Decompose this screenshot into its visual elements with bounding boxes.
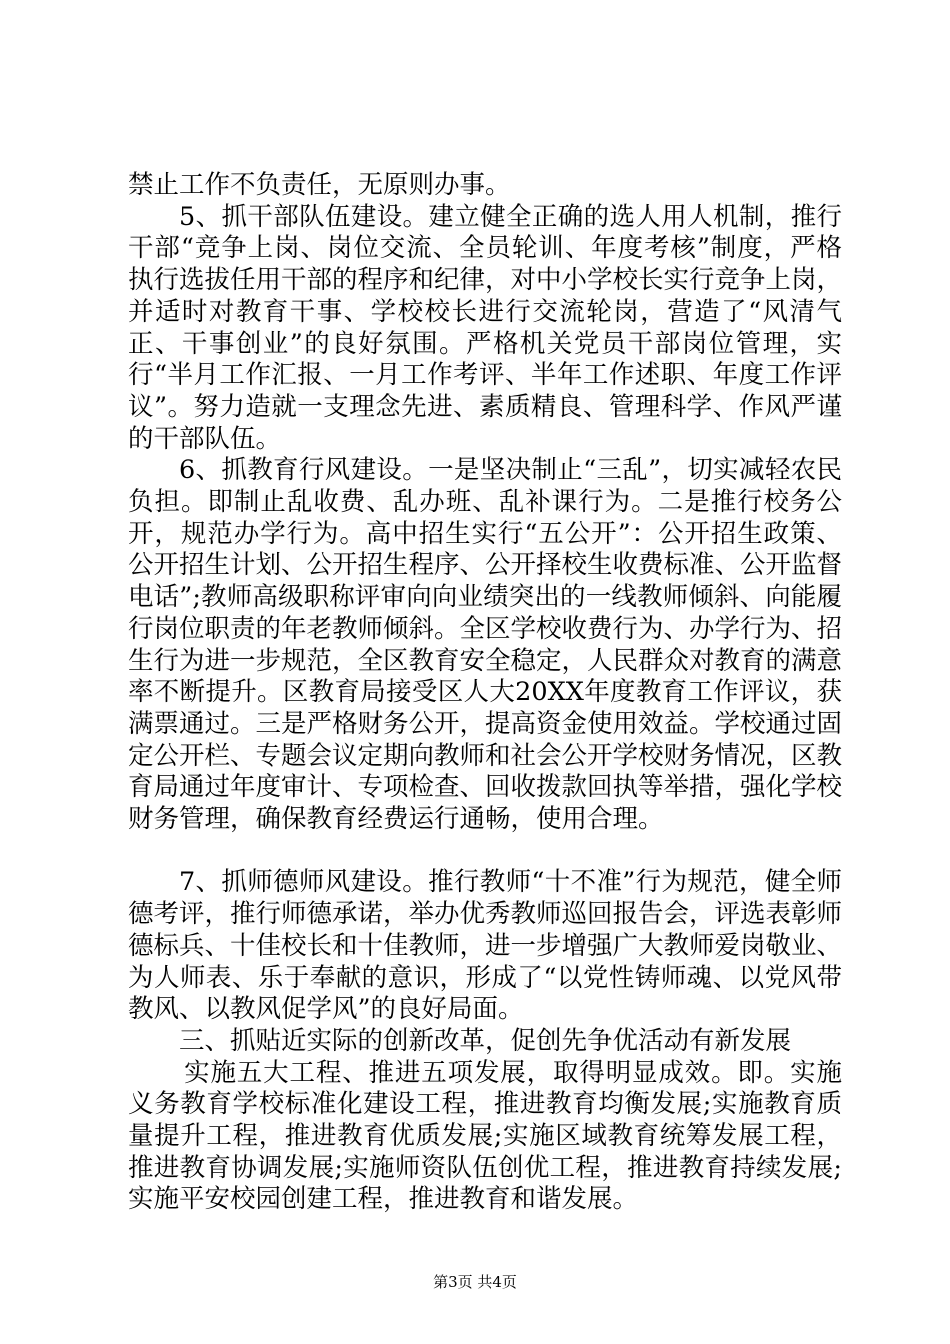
paragraph-continuation: 禁止工作不负责任，无原则办事。: [128, 170, 511, 200]
paragraph-cadre-team: 5、抓干部队伍建设。建立健全正确的选人用人机制，推行干部“竞争上岗、岗位交流、全员轮训、年度考核”制度，严格执行选拔任用干部的程序和纪律，对中小学校长实行竞争上岗，并适时对教育干事、学校校长进行交流轮岗，营造了“风清气正、干事创业”的良好氛围。严格机关党员干部岗位管理，实行“半月工作汇报、一月工作考评、半年工作述职、年度工作评议”。努力造就一支理念先进、素质精良、管理科学、作风严谨的干部队伍。: [128, 201, 843, 454]
paragraph-teacher-ethics: 7、抓师德师风建设。推行教师“十不准”行为规范，健全师德考评，推行师德承诺，举办优秀教师巡回报告会，评选表彰师德标兵、十佳校长和十佳教师，进一步增强广大教师爱岗敬业、为人师表、乐于奉献的意识，形成了“以党性铸师魂、以党风带教风、以教风促学风”的良好局面。: [128, 867, 843, 1025]
paragraph-spacer: [128, 836, 842, 868]
section-heading-innovation: 三、抓贴近实际的创新改革，促创先争优活动有新发展: [179, 1025, 792, 1056]
page-number-footer: 第3页 共4页: [433, 1273, 517, 1291]
document-body: [128, 170, 842, 1216]
paragraph-five-projects: 实施五大工程、推进五项发展，取得明显成效。即。实施义务教育学校标准化建设工程，推进教育均衡发展;实施教育质量提升工程，推进教育优质发展;实施区域教育统筹发展工程，推进教育协调发展;实施师资队伍创优工程，推进教育持续发展;实施平安校园创建工程，推进教育和谐发展。: [128, 1057, 842, 1215]
paragraph-education-conduct: 6、抓教育行风建设。一是坚决制止“三乱”，切实减轻农民负担。即制止乱收费、乱办班、乱补课行为。二是推行校务公开，规范办学行为。高中招生实行“五公开”：公开招生政策、公开招生计划、公开招生程序、公开择校生收费标准、公开监督电话”;教师高级职称评审向向业绩突出的一线教师倾斜、向能履行岗位职责的年老教师倾斜。全区学校收费行为、办学行为、招生行为进一步规范，全区教育安全稳定，人民群众对教育的满意率不断提升。区教育局接受区人大20XX年度教育工作评议，获满票通过。三是严格财务公开，提高资金使用效益。学校通过固定公开栏、专题会议定期向教师和社会公开学校财务情况，区教育局通过年度审计、专项检查、回收拨款回执等举措，强化学校财务管理，确保教育经费运行通畅，使用合理。: [128, 455, 843, 835]
